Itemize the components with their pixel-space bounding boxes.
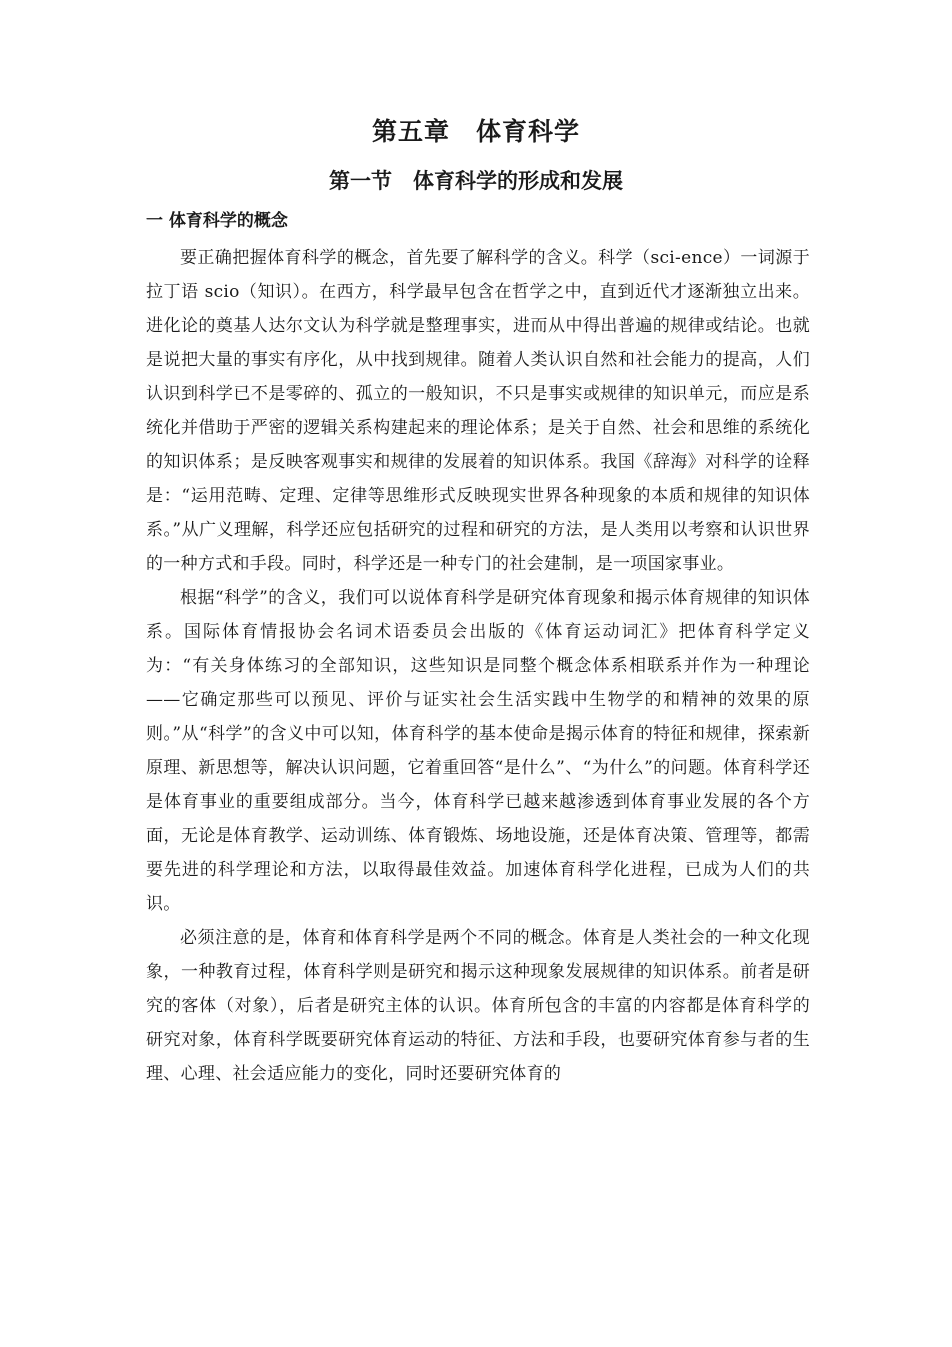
paragraph-science-definition: 要正确把握体育科学的概念，首先要了解科学的含义。科学（sci-ence）一词源于拉丁语 scio（知识）。在西方，科学最早包含在哲学之中，直到近代才逐渐独立出来。进化论的奠基人达尔文认为科学就是整理事实，进而从中得出普遍的规律或结论。也就是说把大量的事实有序化，从中找到规律。随着人类认识自然和社会能力的提高，人们认识到科学已不是零碎的、孤立的一般知识，不只是事实或规律的知识单元，而应是系统化并借助于严密的逻辑关系构建起来的理论体系；是关于自然、社会和思维的系统化的知识体系；是反映客观事实和规律的发展着的知识体系。我国《辞海》对科学的诠释是：“运用范畴、定理、定律等思维形式反映现实世界各种现象的本质和规律的知识体系。”从广义理解，科学还应包括研究的过程和研究的方法，是人类用以考察和认识世界的一种方式和手段。同时，科学还是一种专门的社会建制，是一项国家事业。 <box>146 248 810 574</box>
section-title: 第一节 体育科学的形成和发展 <box>329 168 623 193</box>
chapter-title: 第五章 体育科学 <box>371 117 580 146</box>
body-text <box>146 241 810 1091</box>
paragraph-sports-vs-sports-science: 必须注意的是，体育和体育科学是两个不同的概念。体育是人类社会的一种文化现象，一种教育过程，体育科学则是研究和揭示这种现象发展规律的知识体系。前者是研究的客体（对象），后者是研究主体的认识。体育所包含的丰富的内容都是体育科学的研究对象，体育科学既要研究体育运动的特征、方法和手段，也要研究体育参与者的生理、心理、社会适应能力的变化，同时还要研究体育的 <box>146 928 810 1084</box>
subsection-title: 一 体育科学的概念 <box>146 211 288 231</box>
paragraph-sports-science-definition: 根据“科学”的含义，我们可以说体育科学是研究体育现象和揭示体育规律的知识体系。国际体育情报协会名词术语委员会出版的《体育运动词汇》把体育科学定义为：“有关身体练习的全部知识，这些知识是同整个概念体系相联系并作为一种理论——它确定那些可以预见、评价与证实社会生活实践中生物学的和精神的效果的原则。”从“科学”的含义中可以知，体育科学的基本使命是揭示体育的特征和规律，探索新原理、新思想等，解决认识问题，它着重回答“是什么”、“为什么”的问题。体育科学还是体育事业的重要组成部分。当今，体育科学已越来越渗透到体育事业发展的各个方面，无论是体育教学、运动训练、体育锻炼、场地设施，还是体育决策、管理等，都需要先进的科学理论和方法，以取得最佳效益。加速体育科学化进程，已成为人们的共识。 <box>146 588 810 914</box>
